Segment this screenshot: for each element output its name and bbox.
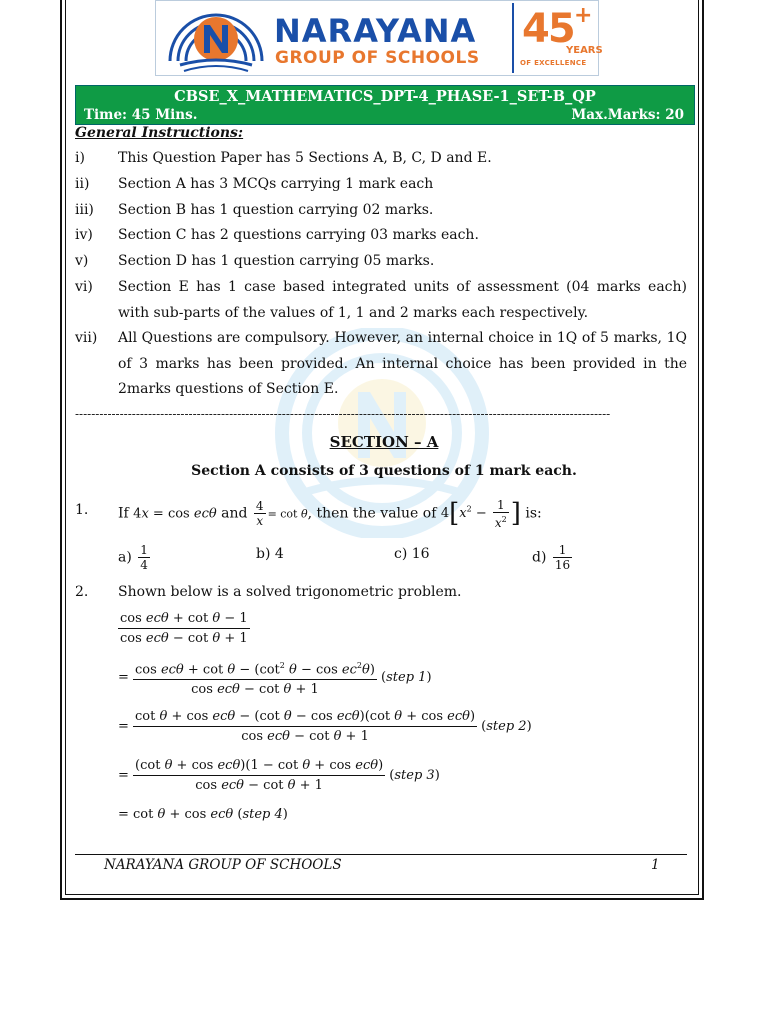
instruction-item [75, 223, 687, 249]
paper-title-bar [75, 85, 695, 125]
anniversary-years: YEARS [566, 45, 603, 56]
instruction-number: iv) [75, 227, 93, 243]
question-1-text [118, 492, 542, 532]
page-number: 1 [651, 857, 660, 873]
instruction-number: v) [75, 253, 89, 269]
q1-option-d[interactable] [532, 543, 574, 572]
school-emblem-icon [160, 1, 272, 75]
school-name: NARAYANA [274, 12, 477, 50]
step-label: step 3 [394, 768, 435, 783]
option-fraction: $\frac{1}{4}$ [140, 543, 148, 572]
instruction-item [75, 275, 687, 327]
option-label: a) [118, 549, 132, 566]
school-subtitle: GROUP OF SCHOOLS [275, 48, 480, 68]
option-fraction: $\frac{1}{16}$ [554, 543, 571, 572]
option-label: d) [532, 549, 547, 566]
section-a-title-text: SECTION – A [329, 433, 439, 451]
instruction-item [75, 198, 687, 224]
q1-expr-1: 4x = cos ecθ [133, 506, 217, 522]
instruction-text: This Question Paper has 5 Sections A, B, C, D and E. [118, 150, 492, 166]
q2-step-2: = cot θ + cos ecθ − (cot θ − cos ecθ)(cot θ + cos ecθ) cos ecθ − cot θ + 1 (step 2) [118, 709, 532, 744]
q1-option-a[interactable] [118, 543, 152, 572]
instruction-text: Section D has 1 question carrying 05 marks. [118, 253, 435, 269]
paper-time: Time: 45 Mins. [84, 107, 198, 123]
instruction-number: vi) [75, 279, 93, 295]
footer-school-name: NARAYANA GROUP OF SCHOOLS [104, 857, 342, 873]
q1-expr-2: = cot θ [267, 507, 308, 521]
section-a-title [0, 433, 768, 451]
question-number: 1. [75, 502, 89, 518]
q1-if: If [118, 505, 129, 522]
instruction-number: ii) [75, 176, 90, 192]
anniversary-plus: + [574, 3, 593, 28]
instruction-text: Section C has 2 questions carrying 03 marks each. [118, 227, 479, 243]
q1-option-b[interactable]: b) 4 [256, 546, 284, 562]
instruction-item [75, 326, 687, 404]
footer-rule [75, 854, 687, 855]
instruction-item [75, 172, 687, 198]
anniversary-number: 45 [522, 6, 574, 52]
instruction-item [75, 249, 687, 275]
instruction-number: iii) [75, 202, 94, 218]
school-logo-banner [155, 0, 603, 76]
instruction-number: vii) [75, 330, 98, 346]
anniversary-tagline: OF EXCELLENCE [520, 59, 587, 67]
step-label: step 1 [386, 670, 427, 686]
instruction-item [75, 146, 687, 172]
logo-divider [512, 3, 514, 73]
section-divider: ------------------------------------------------------------------------------------------------------------------------------------ [75, 407, 611, 421]
anniversary-badge [518, 3, 603, 71]
q2-expression-0: cos ecθ + cot θ − 1 cos ecθ − cot θ + 1 [120, 611, 248, 646]
q2-step-4: = cot θ + cos ecθ (step 4) [118, 807, 288, 822]
section-a-description: Section A consists of 3 questions of 1 mark each. [191, 463, 577, 479]
q2-step-1: = $\cos ec\theta + \cot \theta - (\cot^2$ $\theta - \cos ec^2\theta$) cos ecθ − cot θ + 1 (step 1) [118, 657, 432, 698]
q1-expr-3: $4[x^2$ − $\frac{1}{x^2}$ ] [440, 497, 521, 530]
q1-option-c[interactable]: c) 16 [394, 546, 430, 562]
instruction-text: Section A has 3 MCQs carrying 1 mark each [118, 176, 434, 192]
question-2-text: Shown below is a solved trigonometric problem. [118, 584, 462, 600]
q1-then: , then the value of [307, 505, 437, 522]
paper-max-marks: Max.Marks: 20 [571, 107, 684, 123]
q1-fraction: $\frac{4}{x}$ [255, 498, 264, 528]
instruction-text: All Questions are compulsory. However, an internal choice in 1Q of 5 marks, 1Q of 3 marks has been provided. An internal choice has been provided in the 2marks questions of Section E. [118, 330, 687, 397]
q2-step-3: = (cot θ + cos ecθ)(1 − cot θ + cos ecθ) cos ecθ − cot θ + 1 (step 3) [118, 758, 440, 793]
paper-title: CBSE_X_MATHEMATICS_DPT-4_PHASE-1_SET-B_QP [174, 88, 596, 105]
instructions-heading: General Instructions: [75, 125, 244, 141]
q1-is: is: [525, 505, 542, 522]
instruction-text: Section B has 1 question carrying 02 marks. [118, 202, 434, 218]
q1-and: and [221, 505, 248, 522]
step-label: step 2 [486, 719, 527, 734]
question-number: 2. [75, 584, 89, 600]
instruction-text: Section E has 1 case based integrated units of assessment (04 marks each) with sub-parts of the values of 1, 1 and 2 marks each respectively. [118, 279, 687, 321]
instruction-number: i) [75, 150, 85, 166]
step-label: step 4 [242, 807, 283, 822]
